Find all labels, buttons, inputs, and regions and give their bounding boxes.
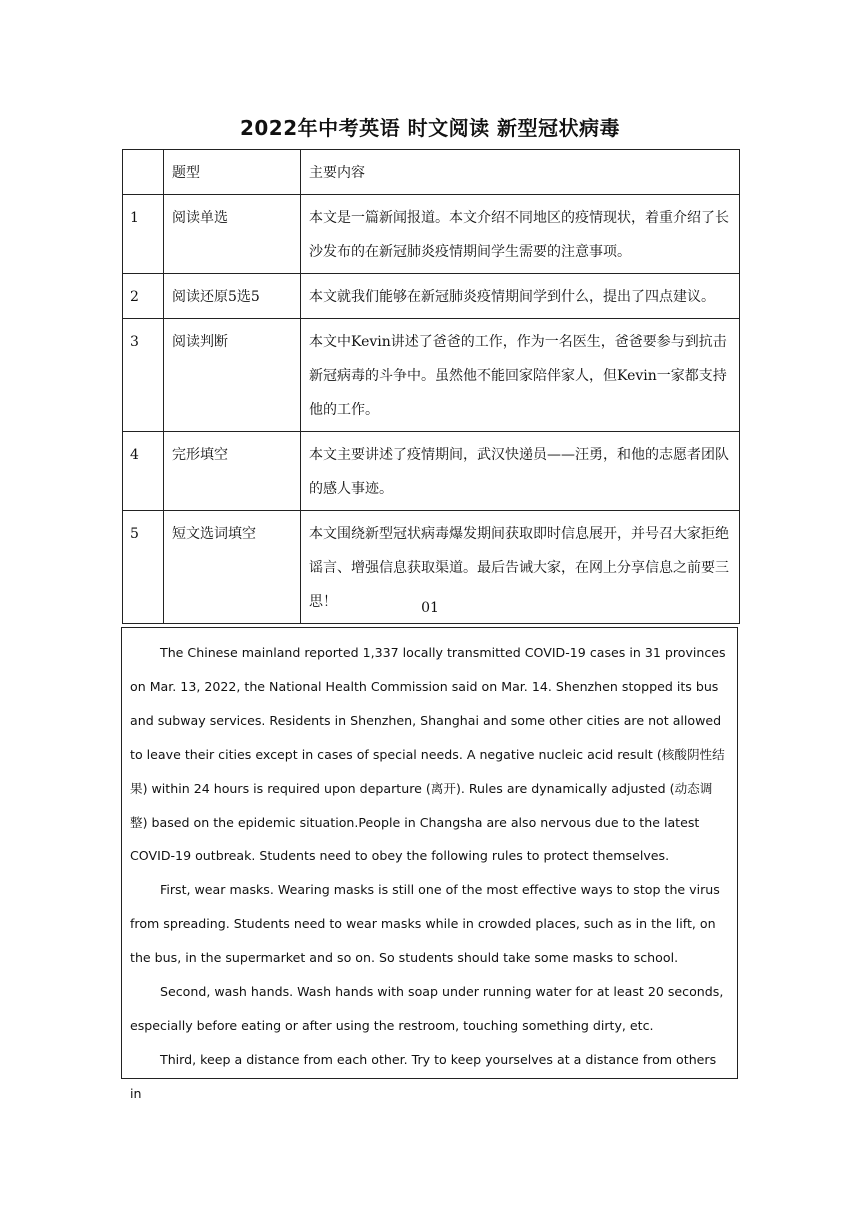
row-type: 阅读单选: [164, 195, 301, 274]
row-type: 阅读还原5选5: [164, 274, 301, 319]
row-number: 2: [123, 274, 164, 319]
row-content: 本文是一篇新闻报道。本文介绍不同地区的疫情现状，着重介绍了长沙发布的在新冠肺炎疫情期间学生需要的注意事项。: [301, 195, 740, 274]
summary-table: [122, 149, 740, 624]
table-row: [123, 274, 740, 319]
header-cell-type: 题型: [164, 150, 301, 195]
row-content: 本文就我们能够在新冠肺炎疫情期间学到什么，提出了四点建议。: [301, 274, 740, 319]
article-paragraph: The Chinese mainland reported 1,337 locally transmitted COVID-19 cases in 31 provinces on Mar. 13, 2022, the National Health Commission said on Mar. 14. Shenzhen stopped its bus and subway services. Residents in Shenzhen, Shanghai and some other cities are not allowed to leave their cities except in cases of special needs. A negative nucleic acid result (核酸阴性结果) within 24 hours is required upon departure (离开). Rules are dynamically adjusted (动态调整) based on the epidemic situation.People in Changsha are also nervous due to the latest COVID-19 outbreak. Students need to obey the following rules to protect themselves.: [130, 645, 726, 864]
header-cell-num: [123, 150, 164, 195]
table-row: [123, 195, 740, 274]
row-type: 短文选词填空: [164, 511, 301, 624]
table-header-row: [123, 150, 740, 195]
article-paragraph: Third, keep a distance from each other. Try to keep yourselves at a distance from others in: [130, 1051, 717, 1101]
row-number: 3: [123, 319, 164, 432]
row-number: 5: [123, 511, 164, 624]
row-type: 阅读判断: [164, 319, 301, 432]
article-box: [121, 627, 738, 1101]
row-number: 1: [123, 195, 164, 274]
header-cell-content: 主要内容: [301, 150, 740, 195]
document-title: 2022年中考英语 时文阅读 新型冠状病毒: [239, 116, 621, 140]
row-content: 本文主要讲述了疫情期间，武汉快递员——汪勇，和他的志愿者团队的感人事迹。: [301, 432, 740, 511]
row-content: 本文围绕新型冠状病毒爆发期间获取即时信息展开，并号召大家拒绝谣言、增强信息获取渠道。最后告诫大家，在网上分享信息之前要三思！: [301, 511, 740, 624]
row-number: 4: [123, 432, 164, 511]
section-label: 01: [421, 600, 439, 616]
table-row: [123, 319, 740, 432]
article-paragraph: Second, wash hands. Wash hands with soap under running water for at least 20 seconds, especially before eating or after using the restroom, touching something dirty, etc.: [130, 984, 724, 1033]
article-paragraph: First, wear masks. Wearing masks is still one of the most effective ways to stop the virus from spreading. Students need to wear masks while in crowded places, such as in the lift, on the bus, in the supermarket and so on. So students should take some masks to school.: [130, 882, 720, 966]
row-content: 本文中Kevin讲述了爸爸的工作，作为一名医生，爸爸要参与到抗击新冠病毒的斗争中。虽然他不能回家陪伴家人，但Kevin一家都支持他的工作。: [301, 319, 740, 432]
table-row: [123, 432, 740, 511]
row-type: 完形填空: [164, 432, 301, 511]
